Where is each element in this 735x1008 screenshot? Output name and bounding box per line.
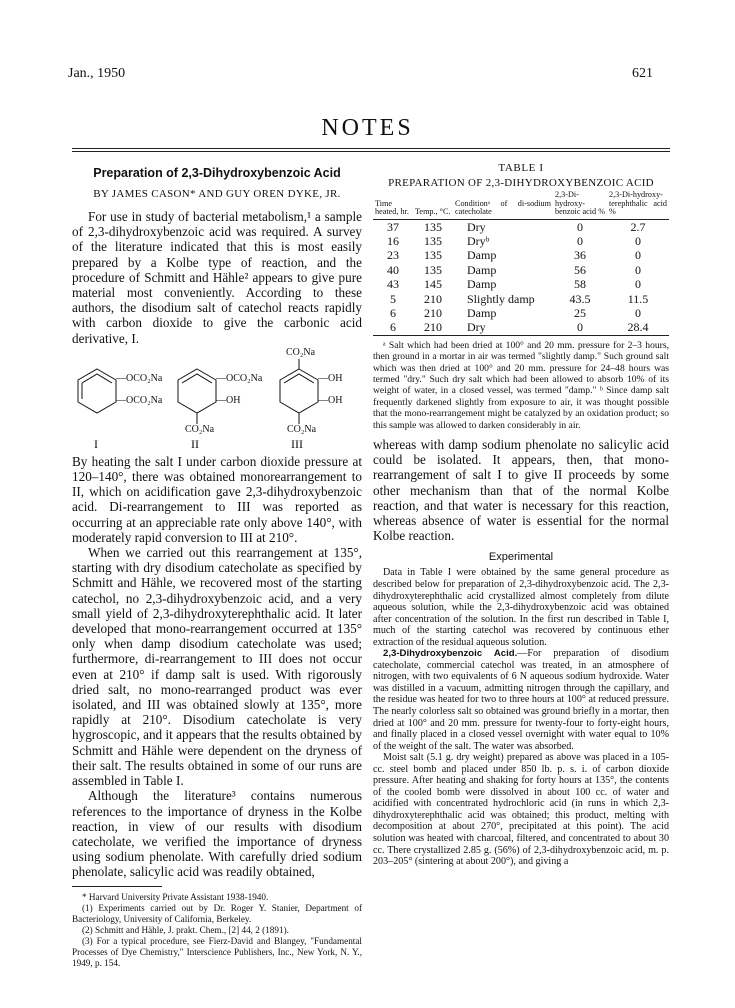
col-header-terephthalic: 2,3-Di-hydroxy-terephthalic acid % bbox=[607, 191, 669, 219]
cell-benzoic: 56 bbox=[574, 262, 586, 277]
paragraph-conclusion: whereas with damp sodium phenolate no salicylic acid could be isolated. It appears, then, that mono-rearrangement of salt I to give II proceeds by some other mechanism than that of the normal Kolbe reaction, and that water is necessary for this reaction, whereas absence of water is essential for the normal Kolbe reaction. bbox=[373, 437, 669, 544]
table-row bbox=[373, 306, 669, 320]
cell-condition: Damp bbox=[467, 262, 497, 277]
cell-terephthalic: 28.4 bbox=[607, 320, 669, 335]
cell-benzoic: 0 bbox=[577, 233, 583, 248]
cell-condition: Dry bbox=[467, 219, 486, 234]
footnote-1: (1) Experiments carried out by Dr. Roger Y. Stanier, Department of Bacteriology, University of California, Berkeley. bbox=[72, 902, 362, 924]
col-header-temp: Temp., °C. bbox=[413, 191, 453, 219]
structure-label-i: I bbox=[94, 436, 98, 451]
page-number: 621 bbox=[632, 66, 653, 81]
cell-terephthalic: 0 bbox=[635, 277, 641, 292]
cell-time: 6 bbox=[390, 305, 396, 320]
cell-temp: 210 bbox=[424, 291, 442, 306]
paragraph-exp-bomb: Moist salt (5.1 g. dry weight) prepared as above was placed in a 105-cc. steel bomb and placed under 850 lb. p. s. i. of carbon dioxide pressure. After heating and shaking for forty hours at 135°, the contents of the cooled bomb were dissolved in about 100 cc. of water and acidified with concentrated hydrochloric acid (in runs in which 2,3-dihydroxyterephthalic acid was obtained; this product, melting with decomposition at about 270°, precipitated at this point). The acid solution was heated with charcoal, filtered, and concentrated to about 30 cc. There crystallized 2.85 g. (56%) of 2,3-dihydroxybenzoic acid, m. p. 203–205° (sintering at about 200°), and giving a bbox=[373, 752, 669, 868]
table-header-row bbox=[373, 191, 669, 219]
header-rule-bottom bbox=[72, 151, 670, 152]
cell-benzoic: 58 bbox=[574, 277, 586, 292]
table-caption: PREPARATION OF 2,3-DIHYDROXYBENZOIC ACID bbox=[388, 177, 654, 189]
s2-substituent-1: —OCO₂Na bbox=[216, 372, 263, 384]
cell-benzoic: 36 bbox=[574, 248, 586, 263]
s3-substituent-2: —OH bbox=[318, 394, 343, 406]
runin-heading: 2,3-Dihydroxybenzoic Acid. bbox=[383, 648, 518, 660]
cell-time: 37 bbox=[387, 219, 399, 234]
table-row bbox=[373, 219, 669, 234]
experimental-heading: Experimental bbox=[488, 551, 554, 564]
cell-condition: Dryᵇ bbox=[467, 233, 490, 248]
article-title: Preparation of 2,3-Dihydroxybenzoic Acid bbox=[93, 166, 341, 180]
cell-temp: 135 bbox=[424, 262, 442, 277]
cell-temp: 210 bbox=[413, 320, 453, 335]
byline: BY JAMES CASON* AND GUY OREN DYKE, JR. bbox=[93, 188, 341, 200]
cell-terephthalic: 0 bbox=[635, 262, 641, 277]
s3-bottom-group: CO₂Na bbox=[287, 423, 317, 435]
cell-temp: 210 bbox=[424, 305, 442, 320]
s2-bottom-group: CO₂Na bbox=[185, 423, 215, 435]
cell-time: 40 bbox=[387, 262, 399, 277]
cell-temp: 145 bbox=[424, 277, 442, 292]
table-row bbox=[373, 277, 669, 291]
table-row bbox=[373, 234, 669, 248]
paragraph-exp-general: Data in Table I were obtained by the same general procedure as described below for preparation of 2,3-dihydroxybenzoic acid. The 2,3-dihydroxyterephthalic acid crystallized almost completely from dilute aqueous solution, while the 2,3-dihydroxybenzoic acid was obtained after concentration of the solution. In the first run described in Table I, much of the starting catechol was recovered by continuous ether extraction of the residual aqueous solution. bbox=[373, 567, 669, 648]
cell-terephthalic: 11.5 bbox=[627, 291, 649, 306]
table-footnote: ᵃ Salt which had been dried at 100° and 20 mm. pressure for 2–3 hours, then ground in a mortar in air was termed "slightly damp." Such ground salt which was then dried at 100° and 20 mm. pressure for 24–48 hours was termed "dry." Such dry salt which had been allowed to absorb 10% of its weight of water, in a closed vessel, was termed "damp." ᵇ Since damp salt frequently darkened slightly from exposure to air, it was thought possible that the mono-rearrangement might be catalyzed by an oxidation product; so this sample was allowed to darken considerably in air. bbox=[373, 339, 669, 431]
cell-terephthalic: 0 bbox=[635, 233, 641, 248]
cell-time: 43 bbox=[387, 277, 399, 292]
paragraph-results: When we carried out this rearrangement at 135°, starting with dry disodium catecholate as specified by Schmitt and Hähle, we recovered most of the starting catechol, no 2,3-dihydroxybenzoic acid, and a very small yield of 2,3-dihydroxyterephthalic acid. It later developed that mono-rearrangement occurred at 135° only when damp disodium catecholate was used; furthermore, di-rearrangement to III does not occur even at 210° if damp salt is used. With rigorously dried salt, no mono-rearranged product was ever isolated, and III was obtained slowly at 135°, more rapidly at 210°. Disodium catecholate is very hygroscopic, and it appears that the results obtained by Schmitt and Hähle were dependent on the dryness of their salt. The results obtained in some of our runs are assembled in Table I. bbox=[72, 545, 362, 789]
cell-time: 6 bbox=[373, 320, 413, 335]
running-header-date: Jan., 1950 bbox=[68, 66, 126, 81]
cell-time: 23 bbox=[387, 248, 399, 263]
table-row bbox=[373, 292, 669, 306]
cell-benzoic: 43.5 bbox=[569, 291, 591, 306]
s3-top-group: CO₂Na bbox=[286, 346, 316, 358]
cell-temp: 135 bbox=[424, 219, 442, 234]
structure-label-ii: II bbox=[191, 436, 199, 451]
header-rule-top bbox=[72, 148, 670, 149]
cell-benzoic: 25 bbox=[574, 305, 586, 320]
cell-condition: Dry bbox=[453, 320, 553, 335]
left-column bbox=[72, 162, 362, 969]
data-table bbox=[373, 191, 669, 336]
section-title: NOTES bbox=[321, 115, 414, 141]
cell-temp: 135 bbox=[424, 248, 442, 263]
table-label: TABLE I bbox=[498, 162, 544, 174]
paragraph-literature: Although the literature³ contains numerous references to the importance of dryness in the Kolbe reaction, in view of our results with disodium catecholate, we verified the importance of dryness using sodium phenolate. With carefully dried sodium phenolate, salicylic acid was readily obtained, bbox=[72, 788, 362, 880]
cell-condition: Slightly damp bbox=[467, 291, 535, 306]
footnote-affiliation: * Harvard University Private Assistant 1938-1940. bbox=[82, 891, 269, 902]
chemical-structures bbox=[72, 348, 362, 450]
footnote-3: (3) For a typical procedure, see Fierz-David and Blangey, "Fundamental Processes of Dye Chemistry," Interscience Publishers, Inc., New York, N. Y., 1949, p. 154. bbox=[72, 935, 362, 968]
cell-time: 16 bbox=[387, 233, 399, 248]
paragraph-exp-prep-text: —For preparation of disodium catecholate, commercial catechol was treated, in an atmosphere of nitrogen, with two equivalents of 6 N aqueous sodium hydroxide. Water was distilled in a vacuum, admitting nitrogen through the capillary, and the residue was heated for two to three hours at 100° at reduced pressure. The nearly colorless salt so obtained was ground briefly in a mortar, then dried at 100° and 20 mm. pressure for twenty-four to forty-eight hours, and finally placed in a closed vessel overnight with water equal to 10% of the weight of the salt. The water was absorbed. bbox=[373, 648, 669, 752]
table-row bbox=[373, 263, 669, 277]
paragraph-heating: By heating the salt I under carbon dioxide pressure at 120–140°, there was obtained monorearrangement to II, which on acidification gave 2,3-dihydroxybenzoic acid. Di-rearrangement to III was reported as occurring at an appreciable rate only above 140°, with moderately rapid conversion to III at 210°. bbox=[72, 453, 362, 545]
s1-substituent-2: —OCO₂Na bbox=[116, 394, 163, 406]
table-row bbox=[373, 320, 669, 335]
cell-terephthalic: 0 bbox=[635, 248, 641, 263]
paragraph-intro: For use in study of bacterial metabolism,¹ a sample of 2,3-dihydroxybenzoic acid was required. A survey of the literature indicated that this is most easily prepared by a Kolbe type of reaction, and the procedure of Schmitt and Hähle² appears to give pure material most conveniently. According to these authors, the disodium salt of catechol reacts rapidly with carbon dioxide to give the carbonic acid derivative, I. bbox=[72, 209, 362, 346]
footnote-rule bbox=[72, 886, 162, 887]
col-header-benzoic: 2,3-Di-hydroxy-benzoic acid % bbox=[553, 191, 607, 219]
cell-condition: Damp bbox=[467, 248, 497, 263]
cell-temp: 135 bbox=[424, 233, 442, 248]
s3-substituent-1: —OH bbox=[318, 372, 343, 384]
cell-condition: Damp bbox=[467, 305, 497, 320]
footnote-2: (2) Schmitt and Hähle, J. prakt. Chem., [2] 44, 2 (1891). bbox=[82, 924, 289, 935]
table-row bbox=[373, 248, 669, 262]
cell-condition: Damp bbox=[467, 277, 497, 292]
col-header-condition: Conditionᵃ of di-sodium catecholate bbox=[453, 191, 553, 219]
cell-time: 5 bbox=[390, 291, 396, 306]
s1-substituent-1: —OCO₂Na bbox=[116, 372, 163, 384]
col-header-time: Time heated, hr. bbox=[373, 191, 413, 219]
cell-terephthalic: 2.7 bbox=[630, 219, 646, 234]
s2-substituent-2: —OH bbox=[216, 394, 241, 406]
cell-benzoic: 0 bbox=[553, 320, 607, 335]
right-column bbox=[373, 162, 669, 868]
paragraph-exp-prep bbox=[373, 648, 669, 752]
cell-benzoic: 0 bbox=[577, 219, 583, 234]
structure-label-iii: III bbox=[291, 436, 303, 451]
cell-terephthalic: 0 bbox=[635, 305, 641, 320]
